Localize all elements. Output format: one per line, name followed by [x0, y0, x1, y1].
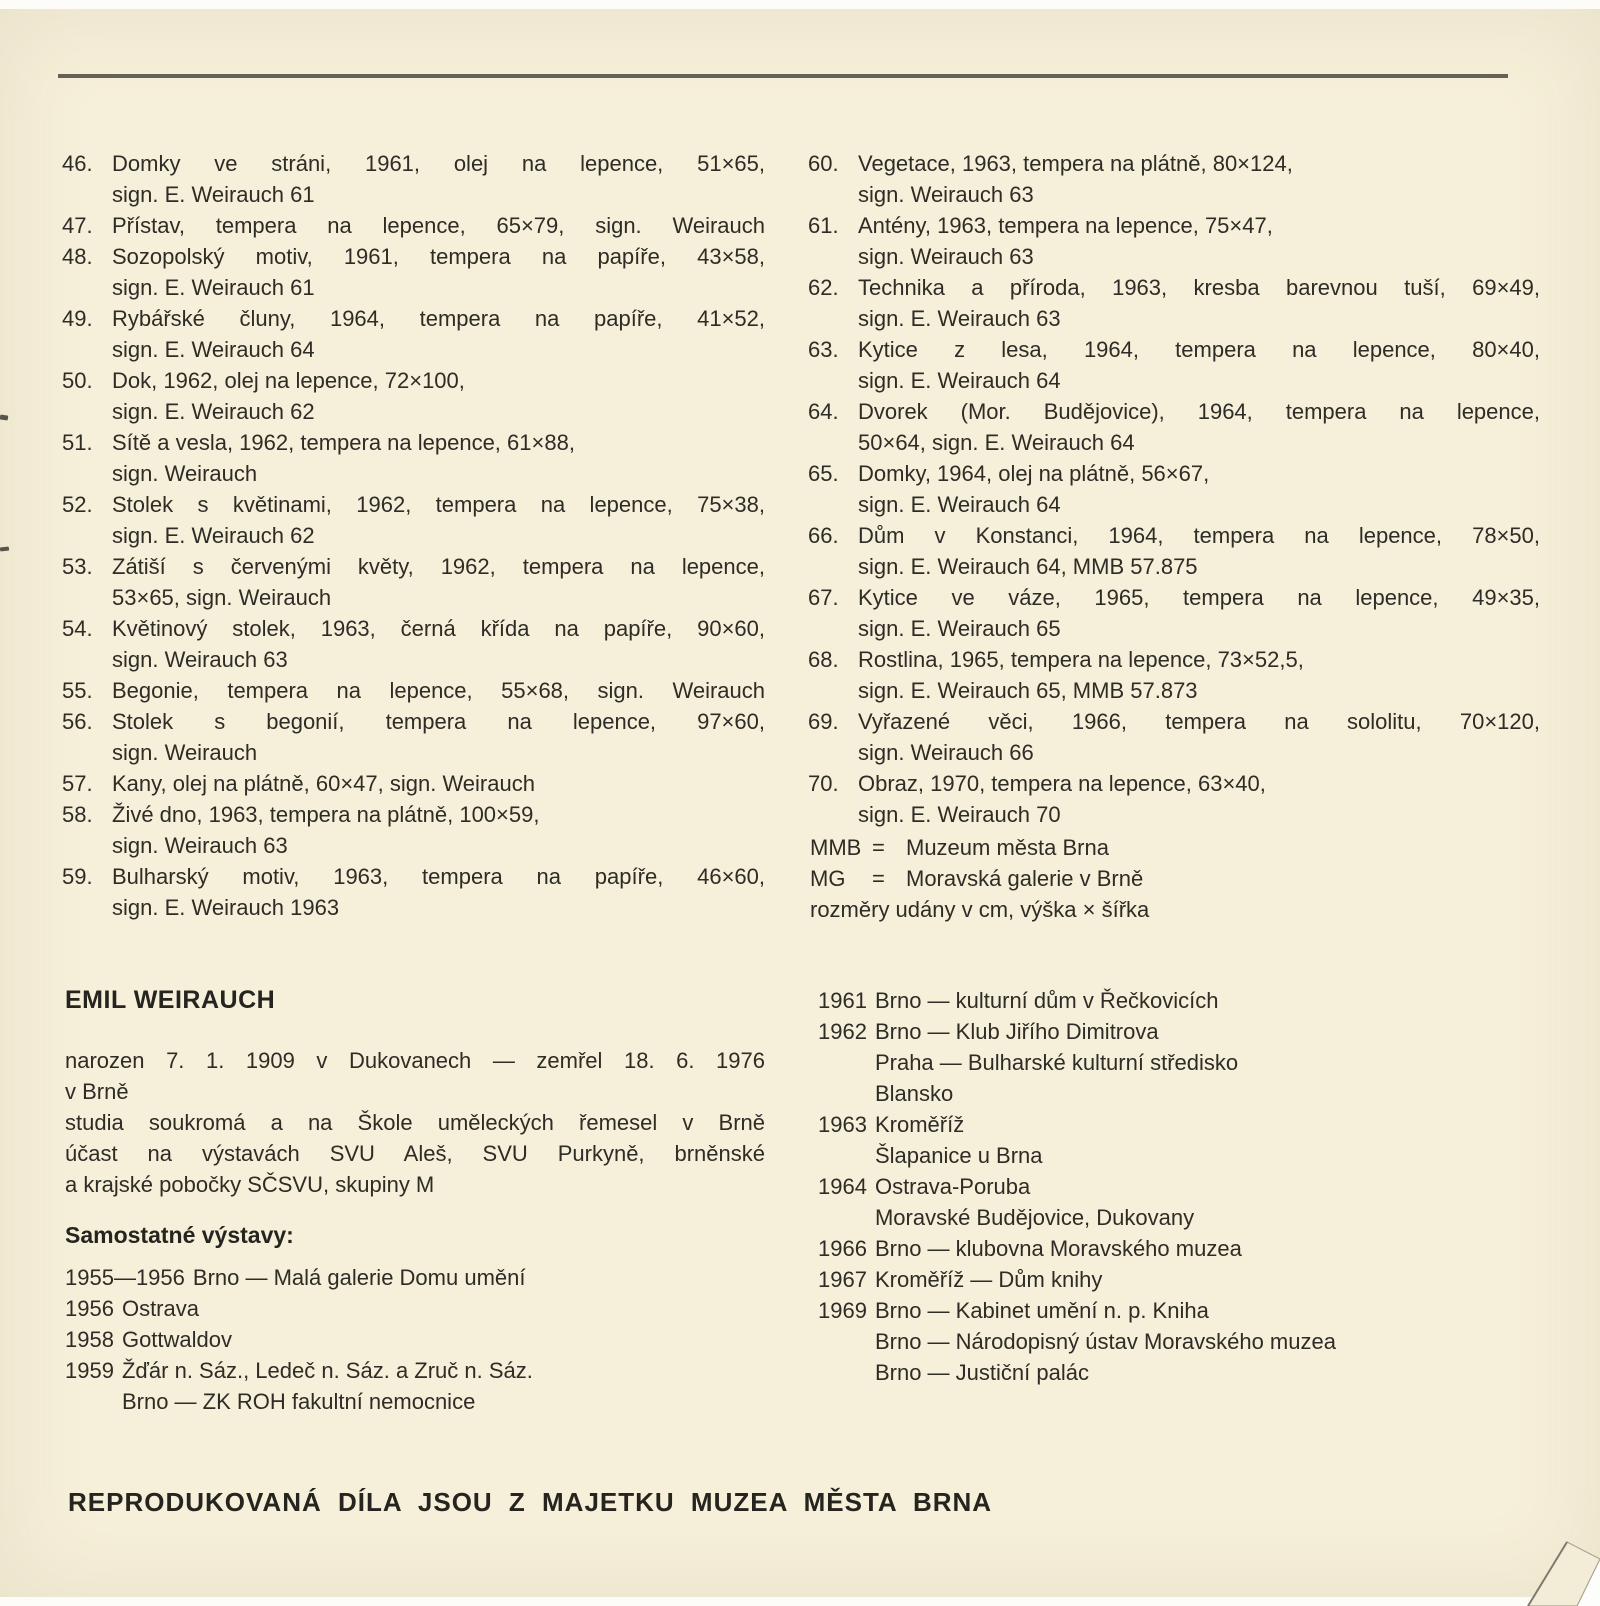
catalog-entry-number: 57.	[62, 771, 93, 796]
exhibition-year: 1964	[818, 1174, 867, 1199]
catalog-entry-number: 61.	[808, 213, 839, 238]
catalog-line: sign. E. Weirauch 70	[858, 802, 1061, 827]
catalog-line: Dvorek (Mor. Budějovice), 1964, tempera na lepence,	[858, 399, 1540, 424]
solo-exhibitions-list-right	[818, 985, 1540, 1388]
legend-abbr: MMB	[810, 835, 862, 860]
exhibition-year: 1963	[818, 1112, 867, 1137]
catalog-line: sign. Weirauch 63	[858, 244, 1034, 269]
exhibition-row	[818, 1264, 1540, 1295]
catalog-entry	[808, 458, 1540, 520]
catalog-line: sign. E. Weirauch 64	[112, 337, 315, 362]
catalog-entry	[62, 241, 765, 303]
catalog-entry	[808, 396, 1540, 458]
exhibition-places	[875, 1109, 1540, 1171]
catalog-entry-text	[112, 148, 765, 210]
catalog-entry	[808, 272, 1540, 334]
catalog-line: sign. E. Weirauch 1963	[112, 895, 340, 920]
catalog-line: Technika a příroda, 1963, kresba barevnou tuší, 69×49,	[858, 275, 1540, 300]
exhibition-place: Blansko	[874, 1081, 954, 1106]
exhibition-places	[875, 1233, 1540, 1264]
catalog-entry	[808, 210, 1540, 272]
catalog-line: Sozopolský motiv, 1961, tempera na papíře, 43×58,	[112, 244, 765, 269]
exhibition-row	[818, 1295, 1540, 1388]
exhibition-places	[875, 1171, 1540, 1233]
catalog-entry-text	[112, 613, 765, 675]
catalog-entry-number: 65.	[808, 461, 839, 486]
catalog-line: sign. E. Weirauch 64, MMB 57.875	[858, 554, 1198, 579]
catalog-entry-text	[858, 148, 1540, 210]
solo-exhibitions-heading: Samostatné výstavy:	[65, 1222, 294, 1248]
exhibition-place: Brno — Klub Jiřího Dimitrova	[874, 1019, 1159, 1044]
exhibition-year: 1959	[65, 1358, 114, 1383]
catalog-entry-number: 48.	[62, 244, 93, 269]
catalog-entry-text	[858, 272, 1540, 334]
catalog-entry-text	[858, 458, 1540, 520]
legend-note: rozměry udány v cm, výška × šířka	[810, 897, 1150, 922]
catalog-line: Květinový stolek, 1963, černá křída na papíře, 90×60,	[112, 616, 765, 641]
catalog-line: sign. E. Weirauch 61	[112, 275, 315, 300]
catalog-line: Kany, olej na plátně, 60×47, sign. Weirauch	[112, 771, 535, 796]
catalog-entry-number: 59.	[62, 864, 93, 889]
catalog-line: sign. E. Weirauch 64	[858, 368, 1061, 393]
exhibition-place: Brno — Justiční palác	[874, 1360, 1089, 1385]
catalog-line: sign. E. Weirauch 65, MMB 57.873	[858, 678, 1198, 703]
exhibition-row	[818, 1171, 1540, 1233]
exhibition-year: 1956	[65, 1296, 114, 1321]
catalog-line: Stolek s květinami, 1962, tempera na lepence, 75×38,	[112, 492, 765, 517]
catalog-line: Rostlina, 1965, tempera na lepence, 73×52,5,	[858, 647, 1304, 672]
catalog-line: Rybářské čluny, 1964, tempera na papíře, 41×52,	[112, 306, 765, 331]
catalog-entry	[62, 861, 765, 923]
exhibition-place: Brno — Národopisný ústav Moravského muzea	[874, 1329, 1336, 1354]
catalog-line: Bulharský motiv, 1963, tempera na papíře, 46×60,	[112, 864, 765, 889]
catalog-entry-text	[112, 675, 765, 706]
legend-text: Moravská galerie v Brně	[906, 866, 1144, 891]
catalog-line: sign. Weirauch	[112, 740, 258, 765]
legend-abbr: MG	[810, 866, 846, 891]
exhibition-place: Brno — ZK ROH fakultní nemocnice	[121, 1389, 476, 1414]
exhibition-row	[65, 1324, 765, 1355]
exhibition-row	[818, 985, 1540, 1016]
solo-exhibitions-list-left	[65, 1262, 765, 1417]
exhibition-row	[65, 1293, 765, 1324]
catalog-line: sign. E. Weirauch 63	[858, 306, 1061, 331]
exhibition-places	[122, 1355, 765, 1417]
catalog-entry-number: 50.	[62, 368, 93, 393]
exhibition-year: 1961	[818, 988, 867, 1013]
exhibition-place: Žďár n. Sáz., Ledeč n. Sáz. a Zruč n. Sáz.	[121, 1358, 533, 1383]
exhibition-place: Ostrava	[121, 1296, 199, 1321]
exhibition-year: 1967	[818, 1267, 867, 1292]
catalog-entry-text	[112, 768, 765, 799]
catalog-entry-text	[858, 396, 1540, 458]
catalog-entry	[62, 613, 765, 675]
catalog-line: Kytice ve váze, 1965, tempera na lepence, 49×35,	[858, 585, 1540, 610]
catalog-entry	[808, 706, 1540, 768]
catalog-line: 50×64, sign. E. Weirauch 64	[858, 430, 1135, 455]
scan-mark	[0, 414, 8, 420]
exhibition-row	[818, 1016, 1540, 1109]
catalog-entry	[808, 334, 1540, 396]
catalog-entry-number: 67.	[808, 585, 839, 610]
catalog-entry	[62, 365, 765, 427]
bio-line: účast na výstavách SVU Aleš, SVU Purkyně, brněnské	[65, 1141, 765, 1166]
catalog-line: Dok, 1962, olej na lepence, 72×100,	[112, 368, 465, 393]
equals-sign: =	[872, 835, 885, 860]
catalog-entry-number: 70.	[808, 771, 839, 796]
catalog-line: Sítě a vesla, 1962, tempera na lepence, 61×88,	[112, 430, 575, 455]
catalog-entry	[808, 644, 1540, 706]
catalog-entry-text	[112, 427, 765, 489]
scan-mark	[0, 547, 9, 552]
scan-edge-top	[0, 0, 1600, 9]
catalog-entry-text	[858, 582, 1540, 644]
catalog-line: Živé dno, 1963, tempera na plátně, 100×59,	[112, 802, 540, 827]
catalog-entry-number: 58.	[62, 802, 93, 827]
catalog-list-right	[808, 148, 1540, 830]
catalog-line: 53×65, sign. Weirauch	[112, 585, 332, 610]
catalog-list-left	[62, 148, 765, 923]
exhibition-place: Praha — Bulharské kulturní středisko	[874, 1050, 1239, 1075]
catalog-entry	[62, 427, 765, 489]
exhibition-place: Brno — Malá galerie Domu umění	[192, 1265, 526, 1290]
legend-text: Muzeum města Brna	[906, 835, 1109, 860]
bio-line: a krajské pobočky SČSVU, skupiny M	[65, 1172, 435, 1197]
catalog-line: sign. Weirauch	[112, 461, 258, 486]
catalog-entry	[62, 675, 765, 706]
catalog-entry	[808, 520, 1540, 582]
catalog-line: Vyřazené věci, 1966, tempera na sololitu, 70×120,	[858, 709, 1540, 734]
catalog-line: sign. Weirauch 63	[112, 647, 288, 672]
footer-note: REPRODUKOVANÁ DÍLA JSOU Z MAJETKU MUZEA MĚSTA BRNA	[68, 1487, 993, 1517]
exhibition-row	[65, 1262, 765, 1293]
catalog-line: Domky ve stráni, 1961, olej na lepence, 51×65,	[112, 151, 765, 176]
catalog-entry	[62, 706, 765, 768]
catalog-entry-text	[112, 241, 765, 303]
exhibition-place: Brno — klubovna Moravského muzea	[874, 1236, 1242, 1261]
catalog-entry-number: 49.	[62, 306, 93, 331]
catalog-entry-number: 64.	[808, 399, 839, 424]
catalog-entry-text	[112, 489, 765, 551]
exhibition-places	[875, 1016, 1540, 1109]
exhibition-place: Moravské Budějovice, Dukovany	[874, 1205, 1195, 1230]
exhibition-year: 1962	[818, 1019, 867, 1044]
exhibition-places	[122, 1324, 765, 1355]
catalog-line: sign. E. Weirauch 64	[858, 492, 1061, 517]
bio-line: studia soukromá a na Škole uměleckých řemesel v Brně	[65, 1110, 765, 1135]
exhibition-place: Brno — Kabinet umění n. p. Kniha	[874, 1298, 1209, 1323]
catalog-line: sign. E. Weirauch 62	[112, 523, 315, 548]
exhibition-places	[875, 985, 1540, 1016]
catalog-line: Přístav, tempera na lepence, 65×79, sign. Weirauch	[112, 213, 765, 238]
catalog-entry	[62, 489, 765, 551]
catalog-line: sign. Weirauch 63	[112, 833, 288, 858]
catalog-line: Dům v Konstanci, 1964, tempera na lepence, 78×50,	[858, 523, 1540, 548]
exhibition-places	[875, 1264, 1540, 1295]
catalog-line: sign. E. Weirauch 61	[112, 182, 315, 207]
catalog-entry-number: 51.	[62, 430, 93, 455]
catalog-entry-number: 69.	[808, 709, 839, 734]
artist-name-heading: EMIL WEIRAUCH	[65, 986, 276, 1014]
catalog-entry	[62, 210, 765, 241]
catalog-entry-text	[112, 861, 765, 923]
catalog-entry	[62, 148, 765, 210]
catalog-entry-text	[858, 520, 1540, 582]
bio-line: v Brně	[65, 1079, 129, 1104]
legend-rows	[810, 832, 1540, 894]
catalog-line: Zátiší s červenými květy, 1962, tempera na lepence,	[112, 554, 765, 579]
exhibition-place: Kroměříž — Dům knihy	[874, 1267, 1103, 1292]
catalog-entry-text	[112, 210, 765, 241]
catalog-entry-text	[858, 706, 1540, 768]
catalog-line: sign. E. Weirauch 65	[858, 616, 1061, 641]
catalog-entry-number: 47.	[62, 213, 93, 238]
catalog-line: Obraz, 1970, tempera na lepence, 63×40,	[858, 771, 1266, 796]
exhibition-row	[65, 1355, 765, 1417]
catalog-entry-text	[112, 303, 765, 365]
exhibition-places	[875, 1295, 1540, 1388]
catalog-entry-number: 55.	[62, 678, 93, 703]
catalog-line: Vegetace, 1963, tempera na plátně, 80×124,	[858, 151, 1293, 176]
exhibition-place: Brno — kulturní dům v Řečkovicích	[874, 988, 1219, 1013]
catalog-entry	[808, 768, 1540, 830]
catalog-entry	[808, 148, 1540, 210]
artist-bio	[65, 1045, 765, 1200]
exhibition-year: 1955—1956	[65, 1265, 185, 1290]
exhibition-year: 1958	[65, 1327, 114, 1352]
catalog-entry	[62, 551, 765, 613]
catalog-entry-text	[112, 706, 765, 768]
exhibition-place: Gottwaldov	[121, 1327, 233, 1352]
catalog-page	[0, 9, 1600, 1597]
catalog-entry-number: 62.	[808, 275, 839, 300]
catalog-entry	[62, 768, 765, 799]
catalog-line: Stolek s begonií, tempera na lepence, 97×60,	[112, 709, 765, 734]
catalog-entry	[62, 799, 765, 861]
catalog-line: sign. E. Weirauch 62	[112, 399, 315, 424]
catalog-line: Domky, 1964, olej na plátně, 56×67,	[858, 461, 1210, 486]
legend	[810, 832, 1540, 925]
legend-row	[810, 832, 1540, 863]
bio-line: narozen 7. 1. 1909 v Dukovanech — zemřel 18. 6. 1976	[65, 1048, 765, 1073]
exhibition-place: Ostrava-Poruba	[874, 1174, 1031, 1199]
legend-row	[810, 863, 1540, 894]
exhibition-row	[818, 1109, 1540, 1171]
catalog-line: sign. Weirauch 63	[858, 182, 1034, 207]
catalog-entry-text	[858, 210, 1540, 272]
catalog-entry-number: 52.	[62, 492, 93, 517]
exhibition-year: 1969	[818, 1298, 867, 1323]
catalog-entry	[808, 582, 1540, 644]
exhibition-year: 1966	[818, 1236, 867, 1261]
catalog-entry-number: 66.	[808, 523, 839, 548]
catalog-entry-number: 63.	[808, 337, 839, 362]
catalog-entry-number: 46.	[62, 151, 93, 176]
exhibition-place: Šlapanice u Brna	[874, 1143, 1043, 1168]
catalog-entry-number: 53.	[62, 554, 93, 579]
catalog-entry-text	[112, 365, 765, 427]
catalog-line: sign. Weirauch 66	[858, 740, 1034, 765]
catalog-entry-text	[858, 644, 1540, 706]
exhibition-places	[193, 1262, 765, 1293]
catalog-line: Begonie, tempera na lepence, 55×68, sign. Weirauch	[112, 678, 765, 703]
exhibition-place: Kroměříž	[874, 1112, 965, 1137]
page-curl-graphic	[1440, 1459, 1600, 1606]
catalog-entry	[62, 303, 765, 365]
catalog-entry-number: 56.	[62, 709, 93, 734]
catalog-entry-text	[858, 768, 1540, 830]
catalog-line: Antény, 1963, tempera na lepence, 75×47,	[858, 213, 1273, 238]
equals-sign: =	[872, 866, 885, 891]
catalog-entry-number: 54.	[62, 616, 93, 641]
catalog-entry-text	[112, 551, 765, 613]
catalog-line: Kytice z lesa, 1964, tempera na lepence, 80×40,	[858, 337, 1540, 362]
catalog-entry-number: 68.	[808, 647, 839, 672]
catalog-entry-text	[112, 799, 765, 861]
horizontal-rule	[58, 74, 1508, 78]
catalog-entry-number: 60.	[808, 151, 839, 176]
exhibition-row	[818, 1233, 1540, 1264]
catalog-entry-text	[858, 334, 1540, 396]
exhibition-places	[122, 1293, 765, 1324]
